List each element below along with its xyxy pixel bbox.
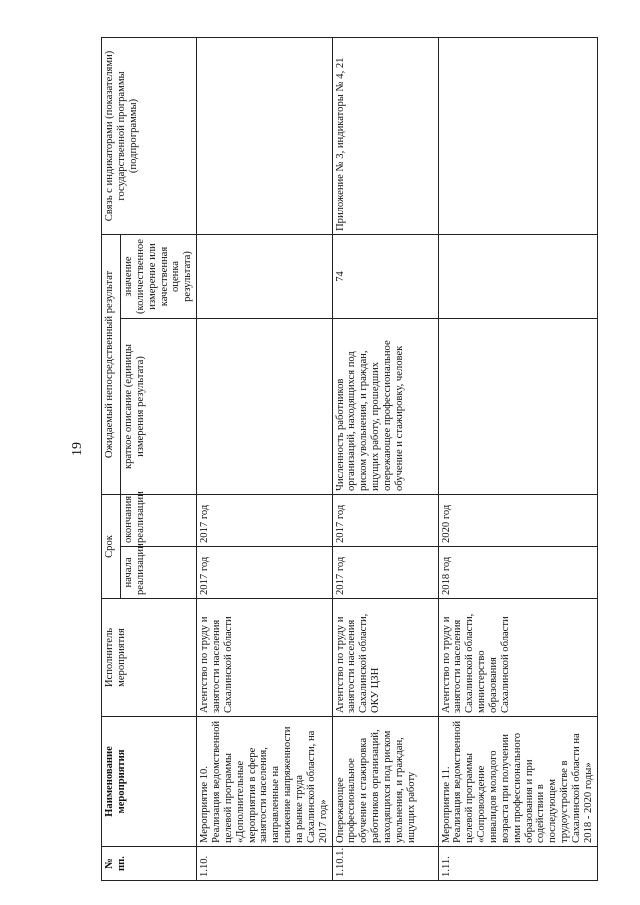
row-name: Мероприятие 11. Реализация ведомственной целевой программы «Сопровождение инвалидов молодого возраста при получении ими профессионального образования и при содействии в последующем трудоустройстве в Сахалинской области на 2018 - 2020 годы» [438,717,597,847]
header-result: Ожидаемый непосредственный результат [102,234,121,494]
row-executor: Агентство по труду и занятости населения Сахалинской области, ОКУ ЦЗН [332,599,438,717]
row-end: 2020 год [438,495,597,547]
header-executor: Исполнитель мероприятия [102,599,197,717]
header-term: Срок [102,495,121,599]
row-desc [197,319,332,495]
header-name: Наименование мероприятия [102,717,197,847]
row-start: 2017 год [197,547,332,599]
table-row [332,37,438,880]
row-num: 1.10.1. [332,847,438,881]
row-end: 2017 год [332,495,438,547]
row-name: Мероприятие 10. Реализация ведомственной целевой программы «Дополнительные мероприятия в сфере занятости населения, направленные на снижение напряженности на рынке труда Сахалинской области, на 2017 год» [197,717,332,847]
header-term-end: окончания реализации [121,495,197,547]
page-number: 19 [70,442,85,456]
row-name: Опережающее профессиональное обучение и стажировка работников организаций, находящихся под риском увольнения, и граждан, ищущих работу [332,717,438,847]
row-link [438,37,597,234]
row-value [197,234,332,318]
row-value [438,234,597,318]
row-desc [438,319,597,495]
table-row [438,37,597,880]
header-result-value: значение (количественное измерение или качественная оценка результата) [121,234,197,318]
activities-table [101,37,598,881]
header-num: № пп. [102,847,197,881]
row-link: Приложение № 3, индикаторы № 4, 21 [332,37,438,234]
row-executor: Агентство по труду и занятости населения Сахалинской области [197,599,332,717]
row-desc: Численность работников организаций, находящихся под риском увольнения, и граждан, ищущих работу, прошедших опережающее профессиональное обучение и стажировку, человек [332,319,438,495]
header-link: Связь с индикаторами (показателями) государственной программы (подпрограммы) [102,37,197,234]
row-link [197,37,332,234]
header-result-desc: краткое описание (единицы измерения результата) [121,319,197,495]
row-start: 2018 год [438,547,597,599]
header-term-start: начала реализации [121,547,197,599]
row-num: 1.11. [438,847,597,881]
row-num: 1.10. [197,847,332,881]
rotated-table-container [101,38,594,881]
row-value: 74 [332,234,438,318]
row-start: 2017 год [332,547,438,599]
row-executor: Агентство по труду и занятости населения Сахалинской области, министерство образования Сахалинской области [438,599,597,717]
row-end: 2017 год [197,495,332,547]
table-row [197,37,332,880]
